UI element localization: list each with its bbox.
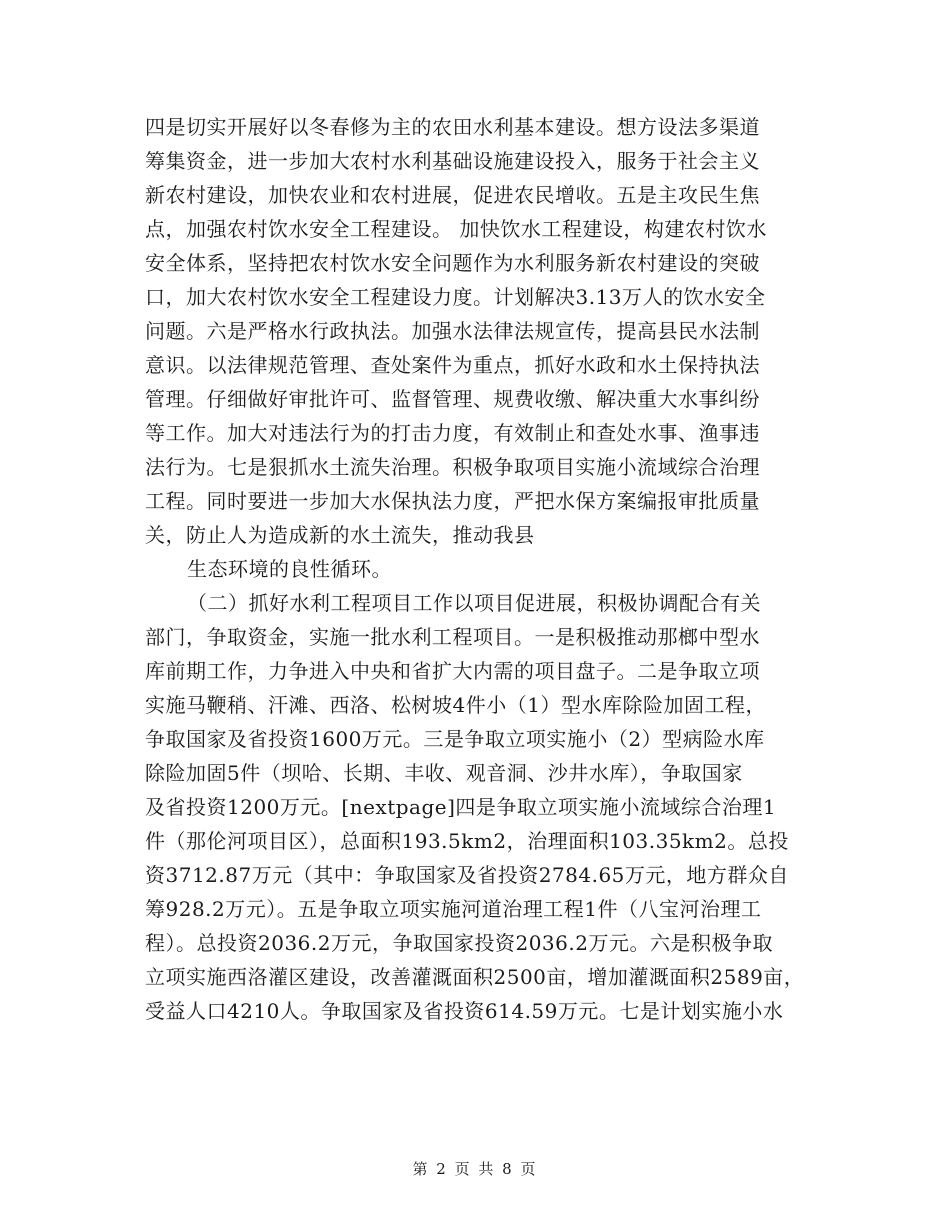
body-text-line: 及省投资1200万元。[nextpage]四是争取立项实施小流域综合治理1 bbox=[145, 795, 777, 819]
body-text-line: 件（那伦河项目区），总面积193.5km2，治理面积103.35km2。总投 bbox=[145, 829, 789, 853]
body-text-line: 筹928.2万元）。五是争取立项实施河道治理工程1件（八宝河治理工 bbox=[145, 897, 762, 921]
body-text-line: 新农村建设，加快农业和农村进展，促进农民增收。五是主攻民生焦 bbox=[145, 183, 760, 207]
body-text-line: 关，防止人为造成新的水土流失，推动我县 bbox=[145, 523, 535, 547]
body-text-line: 争取国家及省投资1600万元。三是争取立项实施小（2）型病险水库 bbox=[145, 727, 765, 751]
body-text-line: 等工作。加大对违法行为的打击力度，有效制止和查处水事、渔事违 bbox=[145, 421, 760, 445]
body-text-line: 筹集资金，进一步加大农村水利基础设施建设投入，服务于社会主义 bbox=[145, 149, 760, 173]
body-text-line: 法行为。七是狠抓水土流失治理。积极争取项目实施小流域综合治理 bbox=[145, 455, 760, 479]
page-number-footer: 第 2 页 共 8 页 bbox=[412, 1160, 538, 1178]
body-text-line: 口，加大农村饮水安全工程建设力度。计划解决3.13万人的饮水安全 bbox=[145, 285, 766, 309]
body-text-line: 点，加强农村饮水安全工程建设。 加快饮水工程建设，构建农村饮水 bbox=[145, 217, 767, 241]
body-text-line: 四是切实开展好以冬春修为主的农田水利基本建设。想方设法多渠道 bbox=[145, 115, 760, 139]
body-text-line: 管理。仔细做好审批许可、监督管理、规费收缴、解决重大水事纠纷 bbox=[145, 387, 760, 411]
body-text-line: 部门，争取资金，实施一批水利工程项目。一是积极推动那榔中型水 bbox=[145, 625, 760, 649]
body-text-line: 程）。总投资2036.2万元，争取国家投资2036.2万元。六是积极争取 bbox=[145, 931, 773, 955]
body-text-line: 意识。以法律规范管理、查处案件为重点，抓好水政和水土保持执法 bbox=[145, 353, 760, 377]
body-text-line: 实施马鞭稍、汗滩、西洛、松树坡4件小（1）型水库除险加固工程， bbox=[145, 693, 766, 717]
body-text-line: 安全体系，坚持把农村饮水安全问题作为水利服务新农村建设的突破 bbox=[145, 251, 760, 275]
body-text-line: 资3712.87万元（其中：争取国家及省投资2784.65万元，地方群众自 bbox=[145, 863, 789, 887]
body-text-line-indented: 生态环境的良性循环。 bbox=[187, 557, 392, 581]
body-text-line: 除险加固5件（坝哈、长期、丰收、观音洞、沙井水库），争取国家 bbox=[145, 761, 743, 785]
body-text-line: 立项实施西洛灌区建设，改善灌溉面积2500亩，增加灌溉面积2589亩， bbox=[145, 965, 805, 989]
section-heading-line: （二）抓好水利工程项目工作以项目促进展，积极协调配合有关 bbox=[187, 591, 761, 615]
body-text-line: 库前期工作，力争进入中央和省扩大内需的项目盘子。二是争取立项 bbox=[145, 659, 760, 683]
body-text-line: 受益人口4210人。争取国家及省投资614.59万元。七是计划实施小水 bbox=[145, 999, 784, 1023]
body-text-line: 工程。同时要进一步加大水保执法力度，严把水保方案编报审批质量 bbox=[145, 489, 760, 513]
body-text-line: 问题。六是严格水行政执法。加强水法律法规宣传，提高县民水法制 bbox=[145, 319, 760, 343]
